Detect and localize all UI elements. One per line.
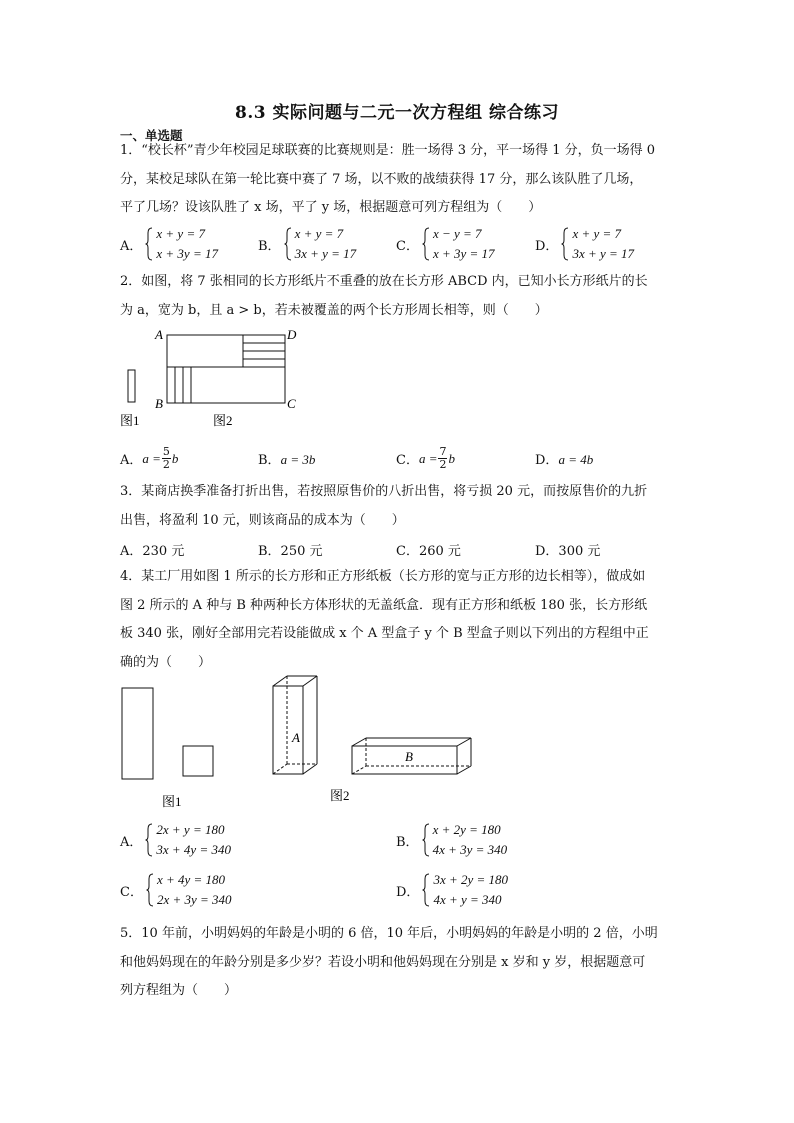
question-1 [120,137,680,223]
equation-2: x + 3y = 17 [432,246,495,261]
q2-figure [115,325,315,435]
q4-line-4: 确的为（ ） [120,654,212,670]
option-label: B． [258,453,281,468]
question-5 [120,920,680,1006]
equation-2: x + 3y = 17 [156,246,218,261]
q5-line-2: 和他妈妈现在的年龄分别是多少岁？若设小明和他妈妈现在分别是 x 岁和 y 岁，根据题意可 [120,954,646,970]
q4-option-c[interactable] [120,872,232,908]
equation-2: 3x + 4y = 340 [156,842,231,857]
fraction-denominator: 2 [162,458,170,471]
equation-2: 4x + 3y = 340 [432,842,508,857]
equation-2: 4x + y = 340 [433,892,502,907]
q5-line-3: 列方程组为（ ） [120,983,238,998]
q4-line-2: 图 2 所示的 A 种与 B 种两种长方体形状的无盖纸盒．现有正方形和纸板 180 张，长方形纸 [120,597,648,613]
option-label: B． [258,238,281,254]
q3-line-1: 3．某商店换季准备打折出售，若按照原售价的八折出售，将亏损 20 元，而按原售价的九折 [120,484,648,499]
equation-1: 2x + y = 180 [156,822,225,837]
q3-option-c[interactable]: C．260 元 [396,544,461,559]
fig1-caption: 图1 [120,413,140,428]
fraction [162,446,171,471]
option-label: C． [396,238,419,254]
option-label: D． [535,453,559,468]
brace-icon [422,227,430,261]
q1-option-b[interactable] [258,226,356,262]
q1-line-3: 平了几场？设该队胜了 x 场，平了 y 场，根据题意可列方程组为（ ） [120,200,542,215]
brace-icon [284,227,292,261]
equation-2: 3x + y = 17 [294,246,357,261]
fraction [438,446,447,471]
fraction-numerator: 7 [439,445,447,458]
option-text: a = 3b [280,452,316,467]
equation-left: a = [418,450,438,466]
square-board [183,746,213,776]
equation-1: 3x + 2y = 180 [433,872,509,887]
q4-figure [115,672,485,812]
brace-icon [561,227,569,261]
question-4 [120,563,680,677]
question-3 [120,478,680,535]
equation-1: x − y = 7 [432,226,482,241]
q1-option-c[interactable] [396,226,495,262]
brace-icon [145,227,153,261]
q3-line-2: 出售，将盈利 10 元，则该商品的成本为（ ） [120,512,405,528]
option-label: C． [120,884,143,900]
option-label: C． [396,453,419,468]
question-2 [120,268,680,325]
vertex-c-label: C [287,396,296,411]
q3-option-d[interactable]: D．300 元 [535,544,601,559]
vertex-d-label: D [287,327,297,342]
equation-1: x + y = 7 [294,226,344,241]
q2-option-c[interactable] [396,446,455,471]
q2-option-d[interactable] [535,449,593,468]
q2-option-a[interactable] [120,446,178,471]
box-a-label: A [292,730,300,745]
option-label: A． [120,453,143,468]
option-label: A． [120,834,143,850]
option-text: a = 4b [558,452,594,467]
q4-line-3: 板 340 张，刚好全部用完若设能做成 x 个 A 型盒子 y 个 B 型盒子则以下列出的方程组中正 [120,626,649,641]
brace-icon [422,823,430,857]
q3-option-a[interactable]: A．230 元 [120,544,185,559]
q2-line-1: 2．如图，将 7 张相同的长方形纸片不重叠的放在长方形 ABCD 内，已知小长方形纸片的长 [120,274,648,289]
box-b-label: B [405,749,413,764]
fraction-numerator: 5 [162,445,170,458]
equation-2: 2x + 3y = 340 [156,892,232,907]
equation-2: 3x + y = 17 [572,246,635,261]
equation-1: x + y = 7 [156,226,205,241]
fig2-caption: 图2 [330,788,350,803]
option-label: D． [396,884,420,900]
q5-line-1: 5．10 年前，小明妈妈的年龄是小明的 6 倍，10 年后，小明妈妈的年龄是小明的 2 倍，小明 [120,926,658,941]
equation-1: x + y = 7 [572,226,622,241]
page-title: 8.3 实际问题与二元一次方程组 综合练习 [235,103,559,123]
q4-option-d[interactable] [396,872,508,908]
small-rectangle [128,370,135,402]
q1-option-a[interactable] [120,226,218,262]
option-label: B． [396,834,419,850]
q4-line-1: 4．某工厂用如图 1 所示的长方形和正方形纸板（长方形的宽与正方形的边长相等），做成如 [120,569,646,584]
q1-line-1: 1．“校长杯”青少年校园足球联赛的比赛规则是：胜一场得 3 分，平一场得 1 分，负一场得 0 [120,143,656,158]
fraction-denominator: 2 [439,458,447,471]
brace-icon [146,873,154,907]
fig1-caption: 图1 [162,794,182,809]
long-rectangle-board [122,688,153,779]
q4-option-a[interactable] [120,822,231,858]
q2-option-b[interactable] [258,449,315,468]
q4-option-b[interactable] [396,822,507,858]
q2-line-2: 为 a，宽为 b，且 a > b，若未被覆盖的两个长方形周长相等，则（ ） [120,302,548,318]
fig2-caption: 图2 [213,413,233,428]
section-heading: 一、单选题 [120,128,183,143]
option-label: A． [120,238,143,254]
brace-icon [422,873,430,907]
equation-left: a = [142,450,161,466]
equation-1: x + 2y = 180 [432,822,501,837]
option-label: D． [535,238,559,254]
q1-option-d[interactable] [535,226,634,262]
brace-icon [145,823,153,857]
equation-1: x + 4y = 180 [156,872,226,887]
equation-right: b [448,450,455,466]
q1-line-2: 分，某校足球队在第一轮比赛中赛了 7 场，以不败的战绩获得 17 分，那么该队胜了几场， [120,171,643,187]
equation-right: b [171,450,179,466]
q3-option-b[interactable]: B．250 元 [258,544,323,559]
vertex-b-label: B [155,396,163,411]
vertex-a-label: A [155,327,163,342]
rectangle-abcd [167,335,285,403]
